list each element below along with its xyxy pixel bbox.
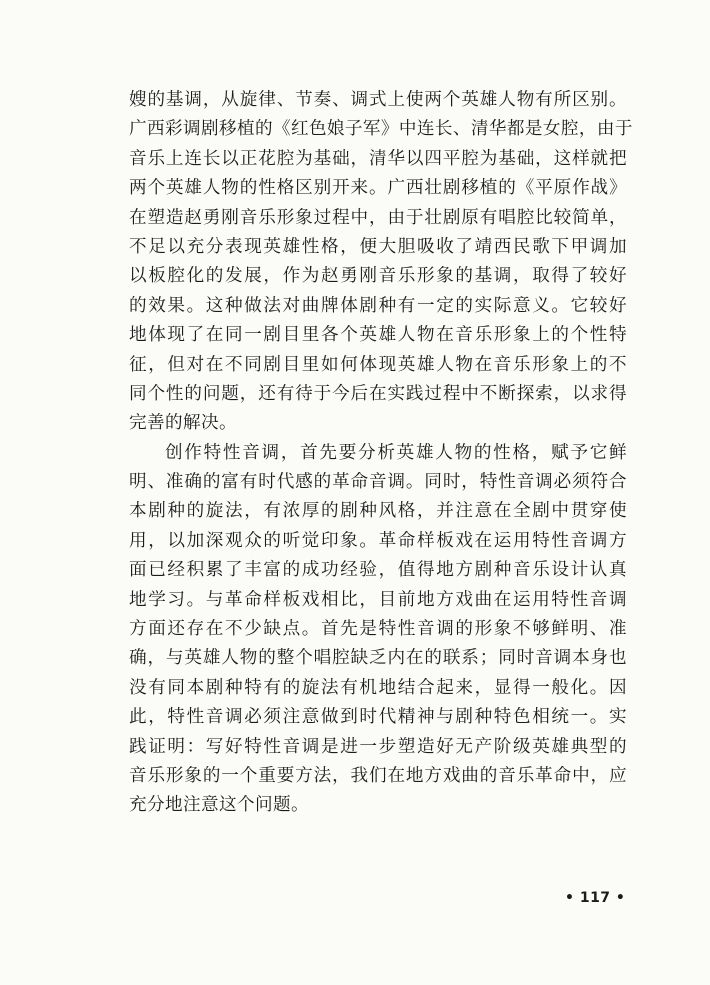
text-line: 音乐上连长以正花腔为基础，清华以四平腔为基础，这样就把 [129,148,627,169]
text-line: 此，特性音调必须注意做到时代精神与剧种特色相统一。实 [129,707,627,728]
text-line: 的效果。这种做法对曲牌体剧种有一定的实际意义。它较好 [129,295,627,316]
paragraph [129,86,633,439]
text-line: 地学习。与革命样板戏相比，目前地方戏曲在运用特性音调 [129,589,627,610]
text-line: 没有同本剧种特有的旋法有机地结合起来，显得一般化。因 [129,677,627,698]
text-line: 音乐形象的一个重要方法，我们在地方戏曲的音乐革命中，应 [129,765,627,786]
text-line: 两个英雄人物的性格区别开来。广西壮剧移植的《平原作战》 [129,178,627,199]
text-line: 同个性的问题，还有待于今后在实践过程中不断探索，以求得 [129,383,627,404]
text-line: 充分地注意这个问题。 [129,795,309,816]
text-line: 明、准确的富有时代感的革命音调。同时，特性音调必须符合 [129,472,627,493]
text-line: 嫂的基调，从旋律、节奏、调式上使两个英雄人物有所区别。 [129,90,627,110]
text-line: 方面还存在不少缺点。首先是特性音调的形象不够鲜明、准 [129,619,627,640]
text-line: 地体现了在同一剧目里各个英雄人物在音乐形象上的个性特 [129,325,627,346]
paragraph [129,439,627,821]
page-body [129,86,633,821]
text-line: 征，但对在不同剧目里如何体现英雄人物在音乐形象上的不 [129,354,627,375]
text-line: 本剧种的旋法，有浓厚的剧种风格，并注意在全剧中贯穿使 [129,501,627,522]
text-line: 不足以充分表现英雄性格，便大胆吸收了靖西民歌下甲调加 [129,236,627,257]
text-line: 广西彩调剧移植的《红色娘子军》中连长、清华都是女腔，由于 [129,119,633,140]
text-line: 在塑造赵勇刚音乐形象过程中，由于壮剧原有唱腔比较简单， [129,207,627,228]
text-line: 确，与英雄人物的整个唱腔缺乏内在的联系；同时音调本身也 [129,648,627,669]
page-number: • 117 • [565,890,626,906]
text-line: 践证明：写好特性音调是进一步塑造好无产阶级英雄典型的 [129,736,627,757]
text-line: 面已经积累了丰富的成功经验，值得地方剧种音乐设计认真 [129,560,627,581]
text-line: 用，以加深观众的听觉印象。革命样板戏在运用特性音调方 [129,530,627,551]
text-line: 以板腔化的发展，作为赵勇刚音乐形象的基调，取得了较好 [129,266,627,287]
text-line: 创作特性音调，首先要分析英雄人物的性格，赋予它鲜 [165,442,627,463]
text-line: 完善的解决。 [129,413,237,434]
